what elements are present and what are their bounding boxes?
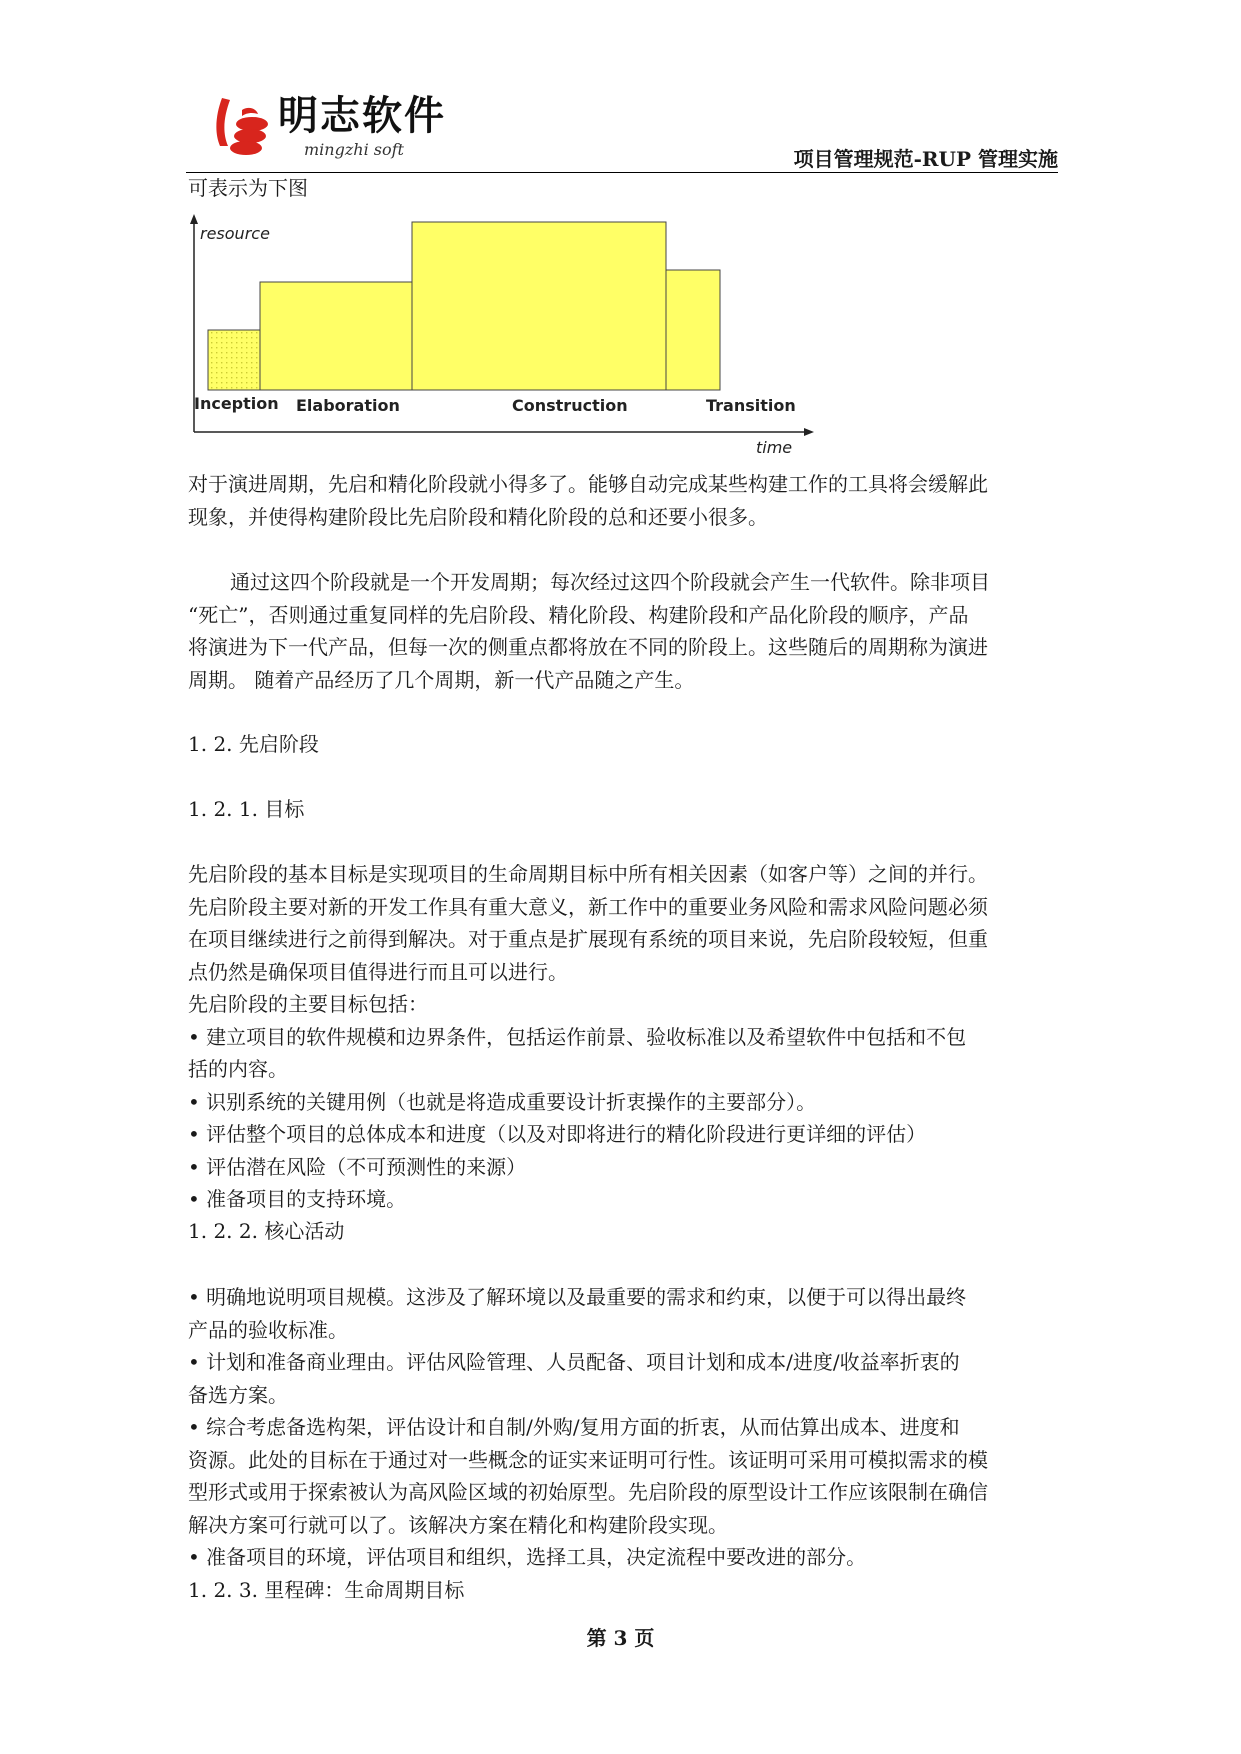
phase-label-transition: Transition xyxy=(706,396,796,415)
para-line: 现象，并使得构建阶段比先启阶段和精化阶段的总和还要小很多。 xyxy=(188,504,768,529)
bullet-line: • 评估潜在风险（不可预测性的来源） xyxy=(188,1154,527,1179)
x-axis-label: time xyxy=(756,438,793,457)
flame-icon xyxy=(212,90,272,160)
bullet-line: • 评估整个项目的总体成本和进度（以及对即将进行的精化阶段进行更详细的评估） xyxy=(188,1122,927,1146)
bullet-line: 产品的验收标准。 xyxy=(188,1317,348,1342)
section-heading-1-2-2 xyxy=(188,1215,1058,1248)
para-line: 对于演进周期，先启和精化阶段就小得多了。能够自动完成某些构建工作的工具将会缓解此 xyxy=(188,472,988,496)
y-axis-label: resource xyxy=(200,224,270,243)
brand-name-cn: 明志软件 xyxy=(278,93,446,139)
brand-name-en: mingzhi soft xyxy=(304,140,404,159)
heading-text: 1. 2. 2. 核心活动 xyxy=(188,1219,345,1243)
phase-bar-construction xyxy=(412,222,666,390)
phase-bar-transition xyxy=(666,270,720,390)
phase-bar-elaboration xyxy=(260,282,412,390)
intro-text xyxy=(188,172,1058,205)
phase-label-construction: Construction xyxy=(512,396,628,415)
bullet-line: • 计划和准备商业理由。评估风险管理、人员配备、项目计划和成本/进度/收益率折衷的 xyxy=(188,1350,960,1374)
goals-section xyxy=(188,858,1058,1216)
bullet-line: • 准备项目的支持环境。 xyxy=(188,1187,407,1211)
intro-line: 可表示为下图 xyxy=(188,176,308,200)
bullet-line: • 建立项目的软件规模和边界条件，包括运作前景、验收标准以及希望软件中包括和不包 xyxy=(188,1024,967,1049)
bullet-line: 解决方案可行就可以了。该解决方案在精化和构建阶段实现。 xyxy=(188,1512,728,1537)
activities-section xyxy=(188,1281,1058,1574)
para-line: 将演进为下一代产品，但每一次的侧重点都将放在不同的阶段上。这些随后的周期称为演进 xyxy=(188,635,988,659)
x-axis-arrow-icon xyxy=(804,428,814,436)
rup-resource-chart xyxy=(186,212,816,462)
chart-canvas xyxy=(186,212,816,462)
document-title: 项目管理规范-RUP 管理实施 xyxy=(793,147,1058,171)
page-number: 第 3 页 xyxy=(586,1626,655,1650)
phase-label-elaboration: Elaboration xyxy=(296,396,400,415)
bullet-line: 资源。此处的目标在于通过对一些概念的证实来证明可行性。该证明可采用可模拟需求的模 xyxy=(188,1447,988,1472)
heading-text: 1. 2. 1. 目标 xyxy=(188,797,305,821)
section-heading-1-2-1 xyxy=(188,793,1058,826)
bullet-line: • 综合考虑备选构架，评估设计和自制/外购/复用方面的折衷，从而估算出成本、进度和 xyxy=(188,1415,960,1439)
phase-bar-inception xyxy=(208,330,260,390)
bullet-line: • 准备项目的环境，评估项目和组织，选择工具，决定流程中要改进的部分。 xyxy=(188,1545,867,1569)
paragraph-evolution xyxy=(188,468,1058,533)
para-line: “死亡”，否则通过重复同样的先启阶段、精化阶段、构建阶段和产品化阶段的顺序，产品 xyxy=(188,602,969,627)
para-line: 先启阶段的主要目标包括： xyxy=(188,992,428,1016)
bullet-line: • 明确地说明项目规模。这涉及了解环境以及最重要的需求和约束，以便于可以得出最终 xyxy=(188,1285,967,1309)
paragraph-dev-cycle xyxy=(188,566,1058,696)
para-line: 先启阶段的基本目标是实现项目的生命周期目标中所有相关因素（如客户等）之间的并行。 xyxy=(188,862,988,886)
para-line: 在项目继续进行之前得到解决。对于重点是扩展现有系统的项目来说，先启阶段较短，但重 xyxy=(188,927,988,951)
para-line: 通过这四个阶段就是一个开发周期；每次经过这四个阶段就会产生一代软件。除非项目 xyxy=(230,570,990,594)
phase-label-inception: Inception xyxy=(194,394,279,413)
para-line: 先启阶段主要对新的开发工作具有重大意义，新工作中的重要业务风险和需求风险问题必须 xyxy=(188,894,988,919)
y-axis-arrow-icon xyxy=(190,214,198,224)
section-heading-1-2 xyxy=(188,728,1058,761)
heading-text: 1. 2. 先启阶段 xyxy=(188,732,319,756)
bullet-line: 型形式或用于探索被认为高风险区域的初始原型。先启阶段的原型设计工作应该限制在确信 xyxy=(188,1480,988,1504)
bullet-line: 括的内容。 xyxy=(188,1057,288,1081)
para-line: 点仍然是确保项目值得进行而且可以进行。 xyxy=(188,959,568,984)
bullet-line: • 识别系统的关键用例（也就是将造成重要设计折衷操作的主要部分）。 xyxy=(188,1089,817,1114)
section-heading-1-2-3 xyxy=(188,1574,1058,1607)
bullet-line: 备选方案。 xyxy=(188,1382,288,1407)
heading-text: 1. 2. 3. 里程碑：生命周期目标 xyxy=(188,1578,465,1602)
para-line: 周期。 随着产品经历了几个周期，新一代产品随之产生。 xyxy=(188,667,695,692)
brand-logo xyxy=(212,90,452,162)
